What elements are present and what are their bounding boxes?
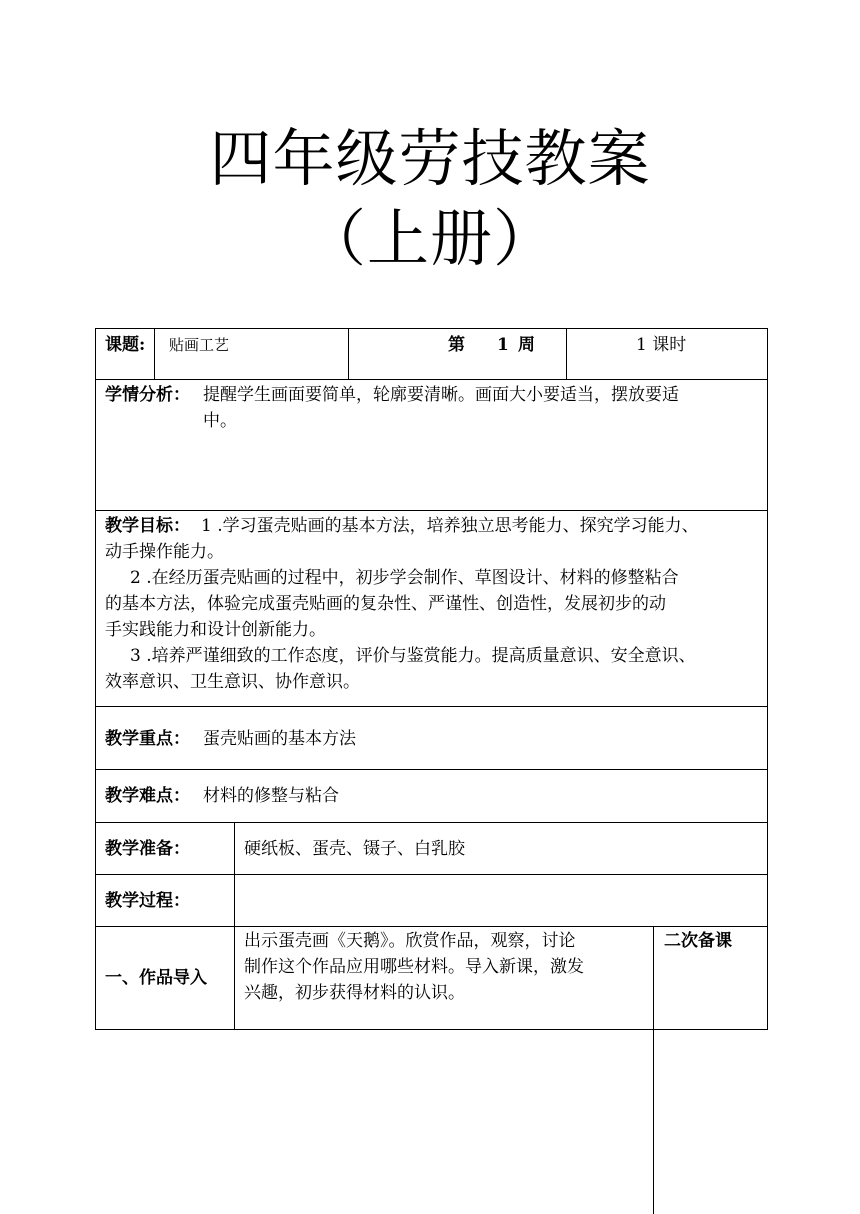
document-subtitle: （上册） (303, 202, 556, 275)
step-line: 兴趣，初步获得材料的认识。 (244, 983, 465, 1003)
analysis-line: 中。 (203, 411, 237, 431)
key-point-value: 蛋壳贴画的基本方法 (203, 729, 356, 749)
table-rule (95, 510, 768, 511)
objective-line: 1 .学习蛋壳贴画的基本方法，培养独立思考能力、探究学习能力、 (201, 516, 699, 536)
table-rule (95, 926, 768, 927)
table-rule (95, 706, 768, 707)
table-rule (767, 328, 768, 1030)
table-rule (95, 379, 768, 380)
lesson-plan-table (95, 328, 768, 1030)
table-rule (95, 769, 768, 770)
table-rule (348, 328, 349, 380)
table-rule (566, 328, 567, 380)
table-rule (95, 874, 768, 875)
objective-line: 的基本方法，体验完成蛋壳贴画的复杂性、严谨性、创造性，发展初步的动 (105, 594, 666, 614)
preparation-value: 硬纸板、蛋壳、镊子、白乳胶 (244, 839, 465, 859)
step-line: 出示蛋壳画《天鹅》。欣赏作品，观察，讨论 (244, 931, 576, 951)
step-label: 一、作品导入 (105, 968, 207, 988)
topic-label: 课题: (105, 335, 146, 355)
table-rule (95, 822, 768, 823)
difficulty-value: 材料的修整与粘合 (203, 786, 339, 806)
analysis-label: 学情分析： (105, 385, 190, 405)
objective-line: 3 .培养严谨细致的工作态度，评价与鉴赏能力。提高质量意识、安全意识、 (130, 646, 696, 666)
second-prep-label: 二次备课 (664, 931, 732, 951)
week-suffix: 周 (518, 335, 535, 355)
step-line: 制作这个作品应用哪些材料。导入新课，激发 (244, 957, 584, 977)
topic-value: 贴画工艺 (169, 336, 230, 354)
process-label: 教学过程： (105, 891, 190, 911)
objective-line: 动手操作能力。 (105, 542, 224, 562)
objective-line: 2 .在经历蛋壳贴画的过程中，初步学会制作、草图设计、材料的修整粘合 (130, 568, 679, 588)
objectives-label: 教学目标： (105, 516, 190, 536)
table-rule (95, 328, 96, 1030)
week-number: 1 (497, 335, 509, 355)
week-prefix: 第 (448, 335, 465, 355)
analysis-line: 提醒学生画面要简单，轮廓要清晰。画面大小要适当，摆放要适 (203, 385, 679, 405)
objective-line: 效率意识、卫生意识、协作意识。 (105, 672, 360, 692)
document-title: 四年级劳技教案 (209, 122, 651, 195)
difficulty-label: 教学难点： (105, 786, 190, 806)
table-rule (154, 328, 155, 380)
table-rule (653, 926, 654, 1030)
column-rule (653, 1030, 654, 1214)
table-rule (234, 822, 235, 1030)
table-rule (95, 328, 768, 329)
key-point-label: 教学重点： (105, 729, 190, 749)
period-value: 1 课时 (636, 335, 687, 355)
table-rule (95, 1029, 768, 1030)
objective-line: 手实践能力和设计创新能力。 (105, 620, 326, 640)
preparation-label: 教学准备： (105, 839, 190, 859)
